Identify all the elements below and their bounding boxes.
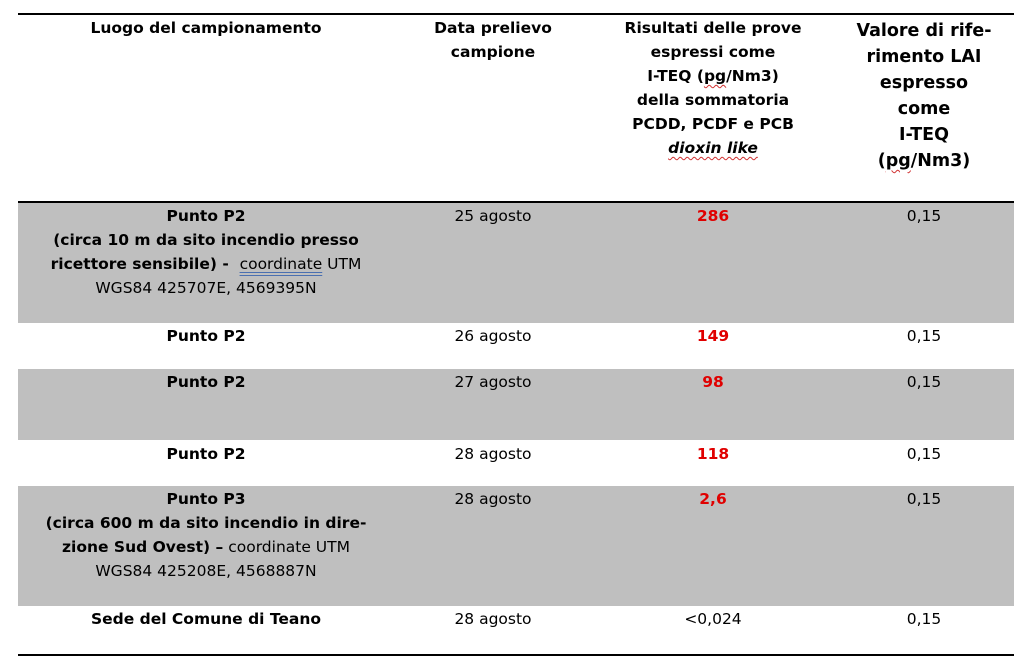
row-5-place-line-1: Punto P3 xyxy=(166,490,246,508)
row-1-place-line-4: WGS84 425707E, 4569395N xyxy=(95,279,317,297)
header-risultati-line-2: espressi come xyxy=(650,43,776,61)
row-1-date: 25 agosto xyxy=(454,207,532,225)
row-4-date: 28 agosto xyxy=(454,445,532,463)
row-1-place-coordinate: coordinate xyxy=(239,255,323,273)
row-5-place-coordinate-utm: coordinate UTM xyxy=(223,538,350,556)
row-5-place-line-3 xyxy=(18,535,394,559)
header-risultati-line-3 xyxy=(600,64,826,88)
header-luogo xyxy=(18,16,394,40)
header-risultati-line-1: Risultati delle prove xyxy=(624,19,802,37)
row-5-place-direction: zione Sud Ovest) – xyxy=(62,538,224,556)
header-valore-line-5: I-TEQ xyxy=(899,125,949,145)
header-valore-line-1: Valore di rife- xyxy=(856,21,992,41)
header-risultati-line-6: dioxin like xyxy=(668,139,758,157)
header-valore-line-6 xyxy=(832,148,1016,174)
table-top-rule xyxy=(18,13,1014,15)
row-3-place: Punto P2 xyxy=(166,373,246,391)
row-4-place: Punto P2 xyxy=(166,445,246,463)
row-2-place: Punto P2 xyxy=(166,327,246,345)
row-1-reference: 0,15 xyxy=(906,207,942,225)
header-valore-line-4: come xyxy=(897,99,951,119)
row-1-place xyxy=(18,204,394,300)
row-6-date: 28 agosto xyxy=(454,610,532,628)
row-5-place-line-4: WGS84 425208E, 4568887N xyxy=(95,562,317,580)
header-valore xyxy=(832,18,1016,174)
row-3-reference: 0,15 xyxy=(906,373,942,391)
header-risultati-iteq: I-TEQ ( xyxy=(647,67,704,85)
header-valore-paren: ( xyxy=(877,151,886,171)
row-1-place-ricettore: ricettore sensibile) xyxy=(50,255,217,273)
header-risultati-line-4: della sommatoria xyxy=(636,91,790,109)
header-risultati xyxy=(600,16,826,160)
header-luogo-text: Luogo del campionamento xyxy=(90,19,322,37)
row-1-place-line-1: Punto P2 xyxy=(166,207,246,225)
header-valore-pg: pg xyxy=(885,151,911,171)
row-6-result: <0,024 xyxy=(684,610,742,628)
row-5-place-line-2: (circa 600 m da sito incendio in dire- xyxy=(45,514,367,532)
row-1-place-sep: - xyxy=(216,255,240,273)
header-data xyxy=(402,16,584,64)
row-5-place xyxy=(18,487,394,583)
row-4-result: 118 xyxy=(696,445,730,463)
row-5-result: 2,6 xyxy=(699,490,727,508)
row-3-date: 27 agosto xyxy=(454,373,532,391)
row-3-result: 98 xyxy=(702,373,724,391)
row-1-place-utm: UTM xyxy=(322,255,362,273)
header-risultati-unit: /Nm3) xyxy=(726,67,779,85)
row-2-reference: 0,15 xyxy=(906,327,942,345)
header-data-line-2: campione xyxy=(450,43,536,61)
header-risultati-line-5: PCDD, PCDF e PCB xyxy=(632,115,794,133)
row-1-result: 286 xyxy=(696,207,730,225)
row-2-date: 26 agosto xyxy=(454,327,532,345)
row-4-reference: 0,15 xyxy=(906,445,942,463)
row-2-result: 149 xyxy=(696,327,730,345)
row-6-place: Sede del Comune di Teano xyxy=(90,610,322,628)
header-valore-line-2: rimento LAI xyxy=(866,47,982,67)
header-valore-unit: /Nm3) xyxy=(910,151,971,171)
header-risultati-pg: pg xyxy=(703,67,727,85)
header-valore-line-3: espresso xyxy=(879,73,969,93)
row-1-place-line-2: (circa 10 m da sito incendio presso xyxy=(53,231,359,249)
row-6-reference: 0,15 xyxy=(906,610,942,628)
row-1-place-line-3 xyxy=(18,252,394,276)
header-data-line-1: Data prelievo xyxy=(434,19,552,37)
row-5-date: 28 agosto xyxy=(454,490,532,508)
table-bottom-rule xyxy=(18,654,1014,656)
row-5-reference: 0,15 xyxy=(906,490,942,508)
